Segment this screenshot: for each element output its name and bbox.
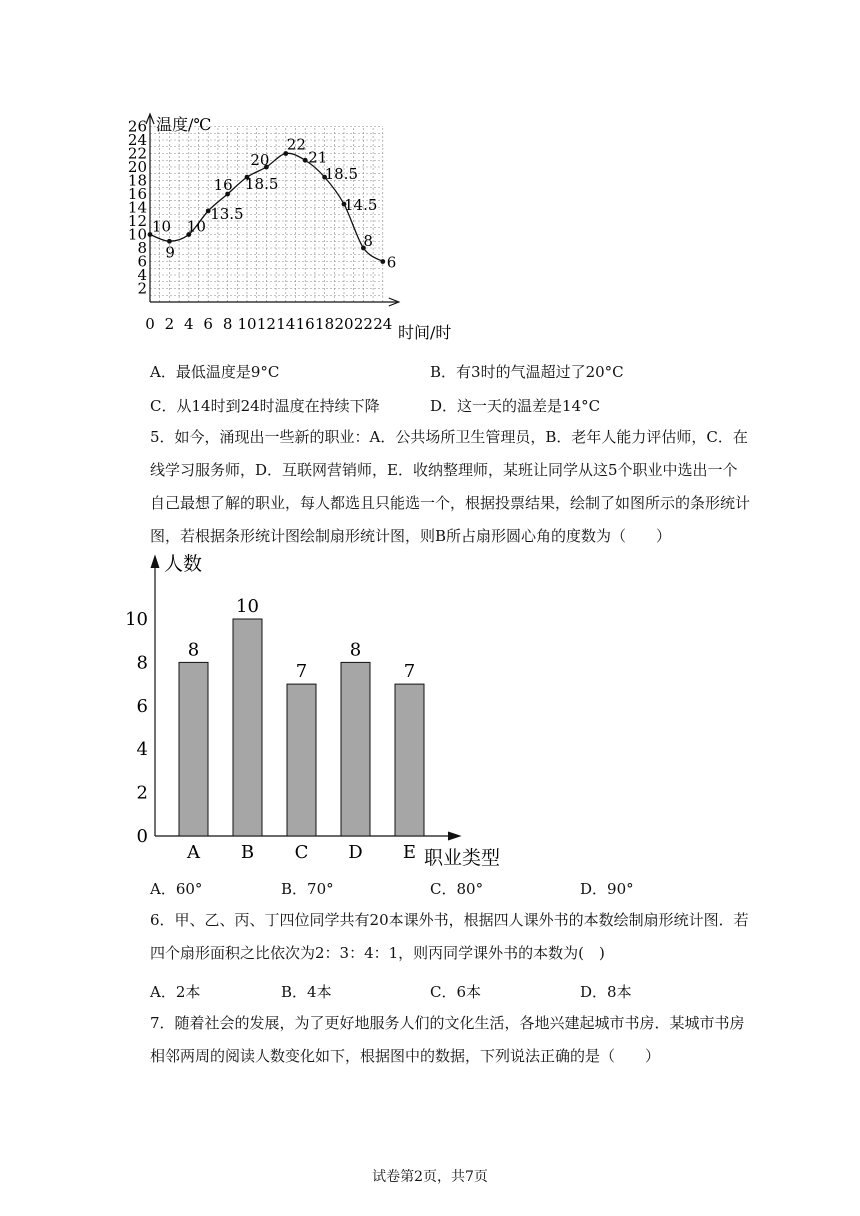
q5-option-b: B．70°: [281, 880, 334, 898]
temperature-y-axis-label: 温度/℃: [156, 115, 212, 134]
x-tick-label: 14: [276, 315, 296, 333]
data-label: 6: [386, 253, 397, 272]
occupation-x-axis-label: 职业类型: [424, 847, 501, 869]
data-label: 9: [165, 243, 175, 262]
bar-e: [395, 684, 424, 836]
q5-option-d: D．90°: [580, 880, 634, 898]
q7-text: [150, 1007, 745, 1073]
x-tick-label: 22: [353, 315, 373, 333]
y-axis-arrow: [151, 556, 159, 568]
temperature-x-axis-label: 时间/时: [398, 323, 452, 342]
y-tick-label: 26: [127, 117, 147, 136]
q5-line: 5．如今，涌现出一些新的职业：A．公共场所卫生管理员，B．老年人能力评估师，C．在: [150, 428, 748, 446]
y-tick-label: 22: [127, 144, 147, 163]
x-tick-label: 4: [184, 315, 194, 333]
q5-line: 图，若根据条形统计图绘制扇形统计图，则B所占扇形圆心角的度数为（ ）: [150, 527, 672, 545]
data-label: 10: [186, 217, 206, 236]
data-label: 18.5: [245, 175, 279, 194]
y-tick-label: 10: [125, 609, 148, 630]
category-label: D: [348, 842, 363, 863]
bar-b: [233, 619, 262, 836]
category-label: E: [402, 842, 417, 863]
data-label: 18.5: [324, 165, 359, 184]
data-label: 16: [213, 176, 233, 194]
bar-c: [287, 684, 316, 836]
data-label: 14.5: [344, 196, 378, 215]
y-tick-label: 10: [127, 225, 147, 244]
x-tick-label: 16: [295, 315, 315, 333]
bar-value-label: 10: [236, 596, 259, 617]
data-label: 8: [363, 232, 373, 250]
x-tick-label: 6: [203, 315, 213, 333]
category-label: B: [240, 842, 255, 863]
q4-option-b: B．有3时的气温超过了20°C: [430, 363, 624, 381]
bar-a: [179, 662, 208, 836]
y-tick-label: 24: [127, 131, 147, 149]
y-tick-label: 12: [127, 212, 147, 230]
y-tick-label: 6: [136, 695, 148, 717]
y-tick-label: 6: [137, 252, 147, 271]
data-label: 20: [250, 151, 270, 169]
data-label: 10: [152, 217, 172, 236]
temperature-line-chart: [127, 108, 470, 348]
occupation-tick-labels: [125, 609, 148, 847]
q7-line: 相邻两周的阅读人数变化如下，根据图中的数据，下列说法正确的是（ ）: [150, 1047, 661, 1065]
y-tick-label: 14: [127, 198, 147, 217]
q6-option-d: D．8本: [580, 983, 632, 1001]
bar-value-label: 8: [349, 639, 362, 661]
temperature-point-labels: [152, 136, 396, 272]
data-label: 21: [308, 148, 328, 167]
x-tick-label: 18: [315, 315, 335, 333]
bar-value-label: 7: [295, 661, 308, 683]
bar-value-label: 8: [187, 639, 200, 661]
occupation-category-labels: [186, 842, 416, 863]
y-tick-label: 4: [136, 739, 148, 761]
x-tick-label: 0: [145, 315, 155, 333]
y-tick-label: 18: [127, 171, 147, 190]
q4-option-c: C．从14时到24时温度在持续下降: [150, 397, 380, 415]
occupation-bars: [179, 596, 424, 836]
q7-line: 7．随着社会的发展，为了更好地服务人们的文化生活，各地兴建起城市书房．某城市书房: [150, 1014, 745, 1032]
page-footer: 试卷第2页，共7页: [372, 1169, 488, 1185]
y-tick-label: 2: [137, 279, 147, 298]
q6-option-c: C．6本: [430, 983, 482, 1001]
q6-text: [150, 904, 749, 970]
x-tick-label: 24: [373, 315, 393, 333]
q6-option-b: B．4本: [281, 983, 332, 1001]
y-tick-label: 0: [136, 826, 148, 847]
q6-line: 四个扇形面积之比依次为2：3：4：1，则丙同学课外书的本数为( ): [150, 944, 605, 962]
y-tick-label: 4: [137, 266, 147, 284]
data-label: 13.5: [210, 204, 244, 223]
data-point: [380, 259, 385, 264]
q6-option-a: A．2本: [150, 983, 201, 1001]
q5-option-a: A．60°: [150, 880, 203, 898]
q4-option-d: D．这一天的温差是14°C: [430, 397, 601, 415]
y-tick-label: 8: [137, 239, 147, 257]
x-tick-label: 2: [164, 315, 175, 333]
bar-d: [341, 662, 370, 836]
bar-value-label: 7: [403, 661, 416, 683]
occupation-bar-chart: [120, 552, 520, 872]
x-tick-label: 10: [237, 315, 257, 333]
x-tick-label: 20: [334, 315, 354, 333]
q5-option-c: C．80°: [430, 880, 484, 898]
category-label: A: [187, 842, 200, 863]
data-point: [303, 158, 308, 163]
x-tick-label: 12: [256, 315, 276, 333]
y-tick-label: 8: [136, 652, 148, 674]
data-label: 22: [286, 135, 306, 154]
y-tick-label: 2: [136, 782, 148, 804]
q6-line: 6．甲、乙、丙、丁四位同学共有20本课外书，根据四人课外书的本数绘制扇形统计图．若: [150, 911, 749, 929]
y-tick-label: 16: [127, 185, 147, 203]
x-tick-label: 8: [222, 315, 233, 333]
q5-line: 线学习服务师，D．互联网营销师，E．收纳整理师，某班让同学从这5个职业中选出一个: [150, 461, 738, 479]
occupation-y-axis-label: 人数: [164, 553, 203, 575]
q5-text: [150, 421, 751, 553]
y-tick-label: 20: [127, 158, 147, 176]
x-axis-arrow: [448, 832, 460, 840]
q4-option-a: A．最低温度是9°C: [150, 363, 280, 381]
category-label: C: [294, 842, 309, 863]
q5-line: 自己最想了解的职业，每人都选且只能选一个，根据投票结果，绘制了如图所示的条形统计: [150, 494, 751, 512]
